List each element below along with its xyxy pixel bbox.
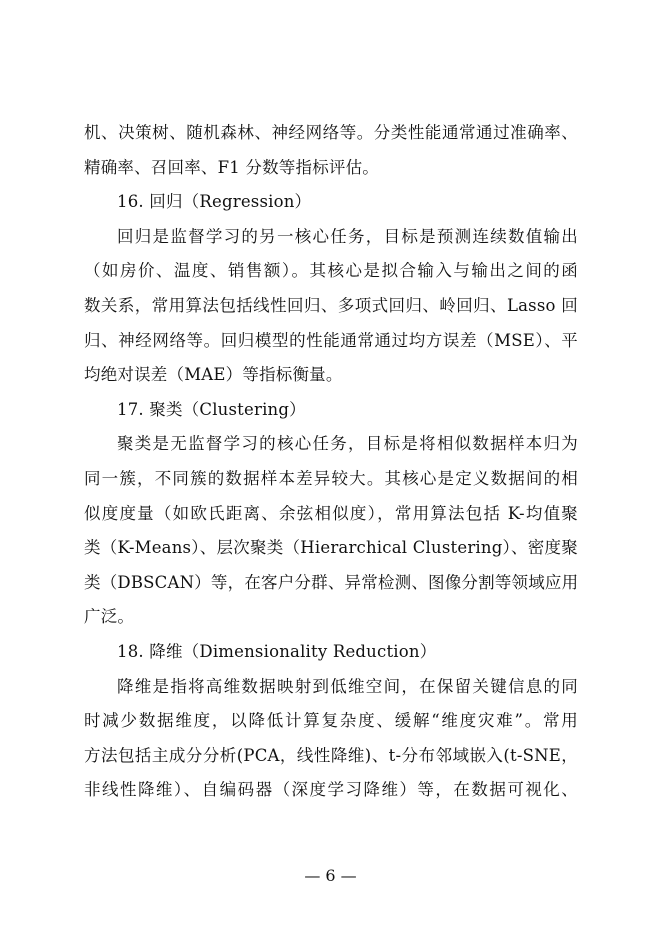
page-number: — 6 — (304, 866, 357, 885)
text-line: 聚类是无监督学习的核心任务，目标是将相似数据样本归为 (117, 434, 578, 454)
body-text (84, 116, 578, 808)
text-line: 类（DBSCAN）等，在客户分群、异常检测、图像分割等领域应用 (84, 572, 578, 592)
text-line: 精确率、召回率、F1 分数等指标评估。 (84, 157, 379, 177)
text-line: 回归是监督学习的另一核心任务，目标是预测连续数值输出 (117, 226, 578, 246)
text-line: 降维是指将高维数据映射到低维空间，在保留关键信息的同 (117, 676, 578, 696)
text-line: 非线性降维）、自编码器（深度学习降维）等，在数据可视化、 (84, 780, 578, 800)
text-line: 数关系，常用算法包括线性回归、多项式回归、岭回归、Lasso 回 (84, 295, 578, 315)
text-line: 均绝对误差（MAE）等指标衡量。 (84, 365, 343, 385)
text-line: 机、决策树、随机森林、神经网络等。分类性能通常通过准确率、 (84, 123, 578, 142)
text-line: 广泛。 (84, 607, 135, 627)
section-heading-dimensionality-reduction: 18. 降维（Dimensionality Reduction） (117, 641, 437, 661)
text-line: 同一簇，不同簇的数据样本差异较大。其核心是定义数据间的相 (84, 468, 578, 488)
text-line: 方法包括主成分分析(PCA，线性降维)、t-分布邻域嵌入(t-SNE， (84, 745, 578, 765)
section-heading-regression: 16. 回归（Regression） (117, 192, 312, 212)
text-line: 似度度量（如欧氏距离、余弦相似度），常用算法包括 K-均值聚 (84, 503, 578, 523)
text-line: 时减少数据维度，以降低计算复杂度、缓解“维度灾难”。常用 (84, 711, 578, 731)
text-line: 归、神经网络等。回归模型的性能通常通过均方误差（MSE）、平 (84, 330, 578, 350)
section-heading-clustering: 17. 聚类（Clustering） (117, 399, 306, 419)
text-line: （如房价、温度、销售额）。其核心是拟合输入与输出之间的函 (84, 261, 578, 281)
text-line: 类（K-Means）、层次聚类（Hierarchical Clustering）、密度聚 (84, 538, 578, 558)
